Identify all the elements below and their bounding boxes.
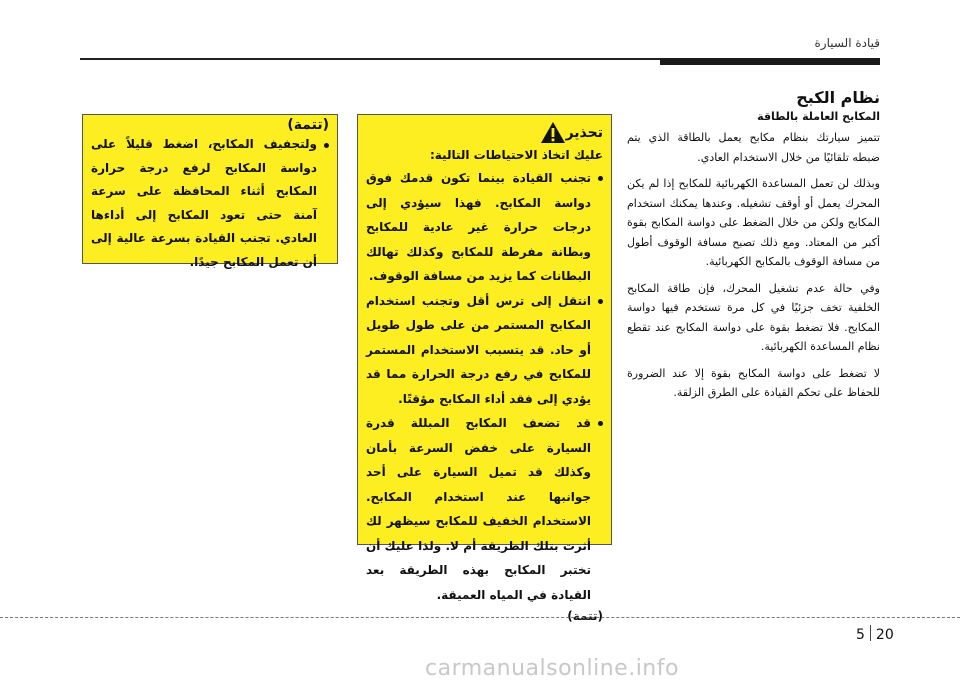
warning-header [366, 121, 603, 144]
continued-box [82, 114, 338, 269]
warning-box [357, 114, 612, 623]
running-header: قيادة السيارة [814, 36, 880, 50]
warning-intro: عليك اتخاذ الاحتياطات التالية: [429, 148, 603, 162]
chapter-number: 5 [856, 627, 865, 643]
warning-title: تحذير [565, 124, 603, 141]
page-number-separator [870, 625, 871, 641]
continued-title: (تتمة) [287, 117, 329, 133]
paragraph: لا تضغط على دواسة المكابح بقوة إلا عند الضرورة للحفاظ على تحكم القيادة على الطرق الزلقة. [627, 366, 880, 399]
paragraph: تتميز سيارتك بنظام مكابح يعمل بالطاقة الذي يتم ضبطه تلقائيًا من خلال الاستخدام العادي. [627, 131, 880, 164]
warning-triangle-icon [540, 121, 566, 144]
warning-continued-label: (تتمة) [567, 609, 603, 623]
header-tab-bar [660, 58, 880, 65]
section-title: نظام الكبح [796, 88, 880, 107]
list-item: انتقل إلى ترس أقل وتجنب استخدام المكابح المستمر من على طول طويل أو حاد. قد يتسبب الاستخدام المستمر للمكابح في رفع درجة الحرارة مما قد يؤدي إلى فقد أداء المكابح مؤقتًا. [366, 289, 603, 412]
footer-rule [0, 617, 960, 618]
list-item: قد تضعف المكابح المبللة قدرة السيارة على خفض السرعة بأمان وكذلك قد تميل السيارة على أحد جوانبها عند استخدام المكابح. الاستخدام الخفيف للمكابح سيظهر لك أثرت بتلك الطريقة أم لا. ولذا عليك أن تختبر المكابح بهذه الطريقة بعد القيادة في المياه العميقة. [366, 411, 603, 607]
continued-header [91, 117, 329, 133]
watermark: carmanualsonline.info [425, 656, 679, 681]
list-item: ولتجفيف المكابح، اضغط قليلاً على دواسة المكابح لرفع درجة حرارة المكابح أثناء المحافظة على سرعة آمنة حتى تعود المكابح إلى أداءها العادي. تجنب القيادة بسرعة عالية إلى أن تعمل المكابح جيدًا. [91, 133, 329, 274]
list-item: تجنب القيادة بينما تكون قدمك فوق دواسة المكابح. فهذا سيؤدي إلى درجات حرارة غير عادية للمكابح وبطانة مفرطة للمكابح وكذلك تهالك البطانات كما يزيد من مسافة الوقوف. [366, 166, 603, 289]
page-number [856, 625, 894, 643]
warning-list [366, 166, 603, 607]
page-index: 20 [875, 627, 894, 643]
continued-list [91, 133, 329, 274]
paragraph: وفي حالة عدم تشغيل المحرك، فإن طاقة المكابح الخلفية تخف جزئيًا في كل مرة تستخدم فيها دواسة المكابح. فلا تضغط بقوة على دواسة المكابح عند تقطع نظام المساعدة الكهربائية. [627, 281, 880, 353]
section-subtitle: المكابح العاملة بالطاقة [757, 110, 880, 123]
paragraph: وبذلك لن تعمل المساعدة الكهربائية للمكابح إذا لم يكن المحرك يعمل أو أوقف تشغيله. وعندها يمكنك استخدام المكابح ولكن من خلال الضغط على دواسة المكابح بقوة أكبر من المعتاد. ومع ذلك تصبح مسافة الوقوف أطول من مسافة الوقوف بالمكابح الكهربائية. [627, 177, 880, 268]
main-text-column [627, 88, 880, 410]
